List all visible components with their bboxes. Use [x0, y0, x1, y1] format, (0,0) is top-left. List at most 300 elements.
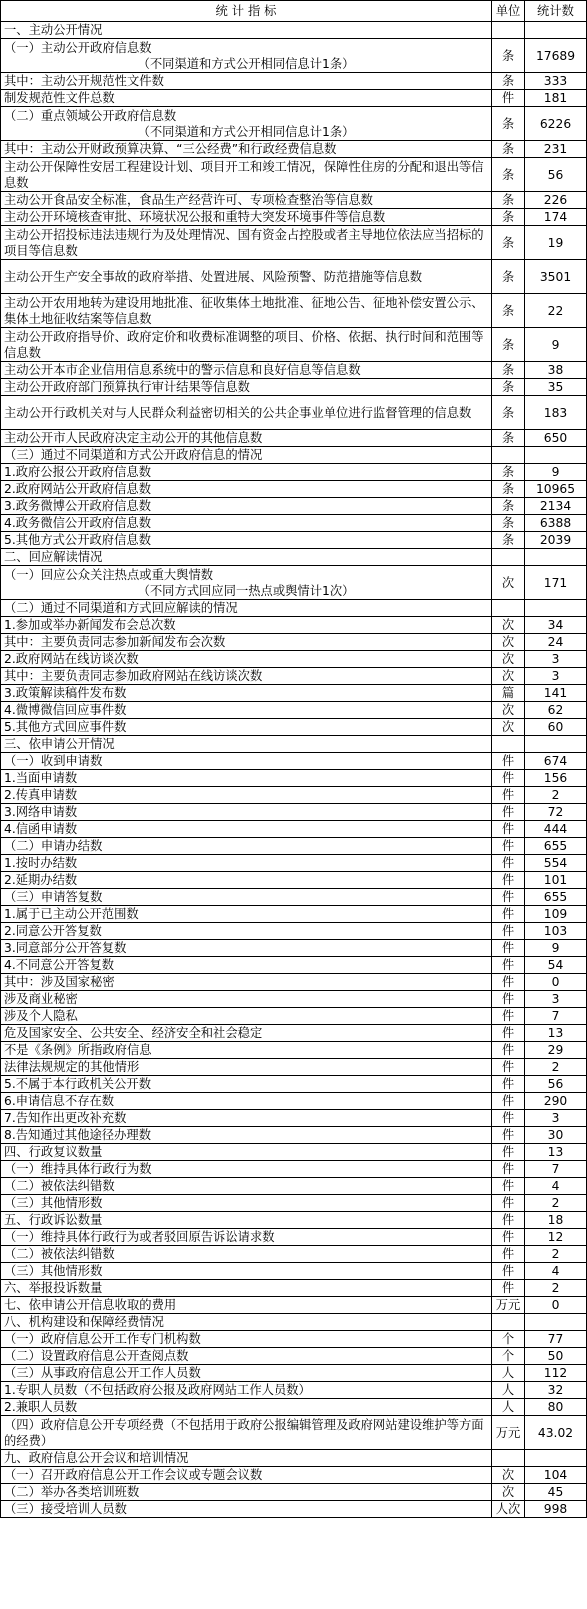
- table-row: [1, 787, 587, 804]
- indicator-label: （一）回应公众关注热点或重大舆情数: [4, 567, 214, 582]
- value-cell: 62: [525, 702, 587, 719]
- unit-cell: 件: [492, 1076, 525, 1093]
- indicator-cell: 4.信函申请数: [1, 821, 492, 838]
- unit-cell: 件: [492, 1263, 525, 1280]
- table-row: [1, 1093, 587, 1110]
- value-cell: [525, 736, 587, 753]
- table-row: [1, 821, 587, 838]
- indicator-cell: （三）其他情形数: [1, 1263, 492, 1280]
- unit-cell: 次: [492, 668, 525, 685]
- value-cell: 13: [525, 1025, 587, 1042]
- indicator-cell: 五、行政诉讼数量: [1, 1212, 492, 1229]
- table-row: [1, 294, 587, 328]
- unit-cell: 次: [492, 1467, 525, 1484]
- table-row: [1, 753, 587, 770]
- indicator-cell: 主动公开政府指导价、政府定价和收费标准调整的项目、价格、依据、执行时间和范围等信息数: [1, 328, 492, 362]
- indicator-cell: （二）设置政府信息公开查阅点数: [1, 1348, 492, 1365]
- indicator-cell: 4.微博微信回应事件数: [1, 702, 492, 719]
- table-row: [1, 1297, 587, 1314]
- indicator-cell: 主动公开保障性安居工程建设计划、项目开工和竣工情况，保障性住房的分配和退出等信息数: [1, 158, 492, 192]
- value-cell: 655: [525, 838, 587, 855]
- unit-cell: 件: [492, 889, 525, 906]
- unit-cell: 人: [492, 1399, 525, 1416]
- unit-cell: 件: [492, 770, 525, 787]
- table-row: [1, 90, 587, 107]
- value-cell: 444: [525, 821, 587, 838]
- value-cell: [525, 447, 587, 464]
- indicator-cell: 八、机构建设和保障经费情况: [1, 1314, 492, 1331]
- indicator-cell: （三）通过不同渠道和方式公开政府信息的情况: [1, 447, 492, 464]
- unit-cell: 件: [492, 1195, 525, 1212]
- value-cell: 112: [525, 1365, 587, 1382]
- indicator-cell: 2.同意公开答复数: [1, 923, 492, 940]
- table-row: [1, 260, 587, 294]
- indicator-cell: 3.网络申请数: [1, 804, 492, 821]
- table-row: [1, 1280, 587, 1297]
- value-cell: 103: [525, 923, 587, 940]
- indicator-cell: 4.政务微信公开政府信息数: [1, 515, 492, 532]
- table-row: [1, 719, 587, 736]
- value-cell: 655: [525, 889, 587, 906]
- table-body: [1, 22, 587, 1518]
- value-cell: 0: [525, 1297, 587, 1314]
- value-cell: 34: [525, 617, 587, 634]
- value-cell: 7: [525, 1008, 587, 1025]
- unit-cell: 条: [492, 464, 525, 481]
- table-row: [1, 957, 587, 974]
- value-cell: 7: [525, 1161, 587, 1178]
- table-row: [1, 430, 587, 447]
- unit-cell: 件: [492, 991, 525, 1008]
- table-row: [1, 328, 587, 362]
- table-row: [1, 1042, 587, 1059]
- unit-cell: [492, 600, 525, 617]
- table-row: [1, 1144, 587, 1161]
- table-row: [1, 362, 587, 379]
- unit-cell: 条: [492, 107, 525, 141]
- value-cell: 3: [525, 668, 587, 685]
- indicator-cell: 5.不属于本行政机关公开数: [1, 1076, 492, 1093]
- table-row: [1, 515, 587, 532]
- unit-cell: [492, 1314, 525, 1331]
- table-row: [1, 600, 587, 617]
- table-row: [1, 1450, 587, 1467]
- value-cell: 43.02: [525, 1416, 587, 1450]
- indicator-cell: 主动公开农用地转为建设用地批准、征收集体土地批准、征地公告、征地补偿安置公示、集体土地征收结案等信息数: [1, 294, 492, 328]
- table-row: [1, 1246, 587, 1263]
- table-row: [1, 209, 587, 226]
- table-row: [1, 940, 587, 957]
- indicator-cell: 其中：主要负责同志参加新闻发布会次数: [1, 634, 492, 651]
- table-row: [1, 702, 587, 719]
- unit-cell: 条: [492, 260, 525, 294]
- indicator-cell: 四、行政复议数量: [1, 1144, 492, 1161]
- header-indicator: 统 计 指 标: [1, 1, 492, 22]
- table-row: [1, 685, 587, 702]
- value-cell: 35: [525, 379, 587, 396]
- table-row: [1, 107, 587, 141]
- table-row: [1, 889, 587, 906]
- table-row: [1, 617, 587, 634]
- value-cell: 650: [525, 430, 587, 447]
- unit-cell: 条: [492, 481, 525, 498]
- unit-cell: 件: [492, 1178, 525, 1195]
- unit-cell: 条: [492, 515, 525, 532]
- unit-cell: 条: [492, 379, 525, 396]
- indicator-cell: 法律法规规定的其他情形: [1, 1059, 492, 1076]
- value-cell: 2: [525, 1059, 587, 1076]
- unit-cell: 件: [492, 1025, 525, 1042]
- indicator-cell: 7.告知作出更改补充数: [1, 1110, 492, 1127]
- value-cell: 29: [525, 1042, 587, 1059]
- unit-cell: 件: [492, 1229, 525, 1246]
- unit-cell: 件: [492, 1144, 525, 1161]
- unit-cell: 次: [492, 1484, 525, 1501]
- table-row: [1, 1365, 587, 1382]
- unit-cell: 条: [492, 362, 525, 379]
- unit-cell: 条: [492, 141, 525, 158]
- unit-cell: 条: [492, 430, 525, 447]
- table-row: [1, 634, 587, 651]
- value-cell: 3: [525, 991, 587, 1008]
- unit-cell: 件: [492, 1059, 525, 1076]
- value-cell: 45: [525, 1484, 587, 1501]
- unit-cell: 件: [492, 804, 525, 821]
- table-row: [1, 566, 587, 600]
- indicator-cell: 3.政务微博公开政府信息数: [1, 498, 492, 515]
- table-row: [1, 906, 587, 923]
- value-cell: 54: [525, 957, 587, 974]
- value-cell: 77: [525, 1331, 587, 1348]
- indicator-cell: 1.当面申请数: [1, 770, 492, 787]
- unit-cell: 件: [492, 1008, 525, 1025]
- unit-cell: 条: [492, 158, 525, 192]
- table-row: [1, 1025, 587, 1042]
- unit-cell: 件: [492, 957, 525, 974]
- value-cell: 171: [525, 566, 587, 600]
- table-row: [1, 192, 587, 209]
- indicator-cell: 涉及个人隐私: [1, 1008, 492, 1025]
- table-row: [1, 1008, 587, 1025]
- indicator-cell: 1.按时办结数: [1, 855, 492, 872]
- header-unit: 单位: [492, 1, 525, 22]
- indicator-cell: 制发规范性文件总数: [1, 90, 492, 107]
- value-cell: [525, 549, 587, 566]
- value-cell: 72: [525, 804, 587, 821]
- table-row: [1, 1382, 587, 1399]
- indicator-cell: 3.同意部分公开答复数: [1, 940, 492, 957]
- unit-cell: 件: [492, 1093, 525, 1110]
- table-row: [1, 1501, 587, 1518]
- unit-cell: 件: [492, 90, 525, 107]
- value-cell: 80: [525, 1399, 587, 1416]
- table-row: [1, 651, 587, 668]
- table-row: [1, 1263, 587, 1280]
- indicator-cell: 8.告知通过其他途径办理数: [1, 1127, 492, 1144]
- indicator-cell: 七、依申请公开信息收取的费用: [1, 1297, 492, 1314]
- table-row: [1, 1348, 587, 1365]
- indicator-cell: 不是《条例》所指政府信息: [1, 1042, 492, 1059]
- unit-cell: 次: [492, 651, 525, 668]
- value-cell: 56: [525, 158, 587, 192]
- unit-cell: 次: [492, 702, 525, 719]
- table-row: [1, 838, 587, 855]
- table-row: [1, 549, 587, 566]
- value-cell: 101: [525, 872, 587, 889]
- value-cell: [525, 22, 587, 39]
- indicator-cell: 主动公开环境核查审批、环境状况公报和重特大突发环境事件等信息数: [1, 209, 492, 226]
- indicator-cell: 危及国家安全、公共安全、经济安全和社会稳定: [1, 1025, 492, 1042]
- value-cell: 9: [525, 940, 587, 957]
- table-row: [1, 1484, 587, 1501]
- indicator-note: （不同渠道和方式公开相同信息计1条）: [137, 56, 355, 71]
- value-cell: 0: [525, 974, 587, 991]
- unit-cell: 件: [492, 1110, 525, 1127]
- indicator-cell: 主动公开食品安全标准，食品生产经营许可、专项检查整治等信息数: [1, 192, 492, 209]
- indicator-cell: （三）接受培训人员数: [1, 1501, 492, 1518]
- table-row: [1, 226, 587, 260]
- value-cell: 30: [525, 1127, 587, 1144]
- table-row: [1, 1127, 587, 1144]
- value-cell: 3: [525, 1110, 587, 1127]
- value-cell: 998: [525, 1501, 587, 1518]
- indicator-cell: [1, 566, 492, 600]
- table-row: [1, 1399, 587, 1416]
- unit-cell: 件: [492, 1246, 525, 1263]
- unit-cell: 条: [492, 498, 525, 515]
- table-row: [1, 770, 587, 787]
- indicator-cell: 2.传真申请数: [1, 787, 492, 804]
- indicator-cell: 5.其他方式回应事件数: [1, 719, 492, 736]
- indicator-cell: 涉及商业秘密: [1, 991, 492, 1008]
- value-cell: 60: [525, 719, 587, 736]
- unit-cell: 人: [492, 1382, 525, 1399]
- table-row: [1, 39, 587, 73]
- indicator-cell: （三）申请答复数: [1, 889, 492, 906]
- unit-cell: 件: [492, 1042, 525, 1059]
- indicator-cell: 主动公开招投标违法违规行为及处理情况、国有资金占控股或者主导地位依法应当招标的项目等信息数: [1, 226, 492, 260]
- table-row: [1, 1178, 587, 1195]
- unit-cell: 件: [492, 906, 525, 923]
- indicator-cell: （一）政府信息公开工作专门机构数: [1, 1331, 492, 1348]
- indicator-cell: （四）政府信息公开专项经费（不包括用于政府公报编辑管理及政府网站建设维护等方面的经费）: [1, 1416, 492, 1450]
- unit-cell: [492, 736, 525, 753]
- value-cell: 104: [525, 1467, 587, 1484]
- unit-cell: [492, 1450, 525, 1467]
- table-row: [1, 1076, 587, 1093]
- value-cell: 6226: [525, 107, 587, 141]
- indicator-cell: 其中：主要负责同志参加政府网站在线访谈次数: [1, 668, 492, 685]
- unit-cell: [492, 549, 525, 566]
- value-cell: 2: [525, 787, 587, 804]
- value-cell: 19: [525, 226, 587, 260]
- unit-cell: 条: [492, 39, 525, 73]
- unit-cell: 件: [492, 872, 525, 889]
- unit-cell: 件: [492, 753, 525, 770]
- indicator-cell: 主动公开行政机关对与人民群众利益密切相关的公共企事业单位进行监督管理的信息数: [1, 396, 492, 430]
- indicator-cell: [1, 107, 492, 141]
- indicator-cell: 5.其他方式公开政府信息数: [1, 532, 492, 549]
- unit-cell: 万元: [492, 1416, 525, 1450]
- indicator-cell: [1, 39, 492, 73]
- table-row: [1, 1416, 587, 1450]
- table-row: [1, 1212, 587, 1229]
- header-value: 统计数: [525, 1, 587, 22]
- unit-cell: 条: [492, 328, 525, 362]
- value-cell: 2134: [525, 498, 587, 515]
- unit-cell: 件: [492, 1212, 525, 1229]
- value-cell: 226: [525, 192, 587, 209]
- value-cell: 32: [525, 1382, 587, 1399]
- indicator-cell: 6.申请信息不存在数: [1, 1093, 492, 1110]
- indicator-cell: （一）收到申请数: [1, 753, 492, 770]
- value-cell: 18: [525, 1212, 587, 1229]
- table-row: [1, 1195, 587, 1212]
- unit-cell: 件: [492, 940, 525, 957]
- unit-cell: 条: [492, 396, 525, 430]
- indicator-cell: 其中：主动公开财政预算决算、“三公经费”和行政经费信息数: [1, 141, 492, 158]
- value-cell: 333: [525, 73, 587, 90]
- table-row: [1, 447, 587, 464]
- value-cell: 156: [525, 770, 587, 787]
- indicator-cell: 二、回应解读情况: [1, 549, 492, 566]
- value-cell: 554: [525, 855, 587, 872]
- table-row: [1, 396, 587, 430]
- unit-cell: 次: [492, 617, 525, 634]
- value-cell: 2: [525, 1246, 587, 1263]
- unit-cell: 次: [492, 566, 525, 600]
- value-cell: 141: [525, 685, 587, 702]
- value-cell: 22: [525, 294, 587, 328]
- unit-cell: 条: [492, 192, 525, 209]
- value-cell: 3501: [525, 260, 587, 294]
- value-cell: 38: [525, 362, 587, 379]
- indicator-cell: 主动公开本市企业信用信息系统中的警示信息和良好信息等信息数: [1, 362, 492, 379]
- unit-cell: 条: [492, 226, 525, 260]
- table-row: [1, 1331, 587, 1348]
- unit-cell: 条: [492, 209, 525, 226]
- value-cell: [525, 600, 587, 617]
- indicator-cell: 一、主动公开情况: [1, 22, 492, 39]
- value-cell: 17689: [525, 39, 587, 73]
- indicator-cell: （一）维持具体行政行为或者驳回原告诉讼请求数: [1, 1229, 492, 1246]
- table-row: [1, 1110, 587, 1127]
- table-row: [1, 991, 587, 1008]
- indicator-cell: （一）召开政府信息公开工作会议或专题会议数: [1, 1467, 492, 1484]
- table-row: [1, 804, 587, 821]
- table-row: [1, 855, 587, 872]
- unit-cell: 次: [492, 719, 525, 736]
- indicator-cell: 2.政府网站公开政府信息数: [1, 481, 492, 498]
- unit-cell: 篇: [492, 685, 525, 702]
- indicator-cell: 2.延期办结数: [1, 872, 492, 889]
- value-cell: 290: [525, 1093, 587, 1110]
- indicator-cell: （二）申请办结数: [1, 838, 492, 855]
- unit-cell: 个: [492, 1348, 525, 1365]
- value-cell: 4: [525, 1263, 587, 1280]
- indicator-cell: （二）被依法纠错数: [1, 1178, 492, 1195]
- value-cell: 13: [525, 1144, 587, 1161]
- value-cell: 3: [525, 651, 587, 668]
- indicator-note: （不同渠道和方式公开相同信息计1条）: [137, 124, 355, 139]
- indicator-cell: 1.专职人员数（不包括政府公报及政府网站工作人员数）: [1, 1382, 492, 1399]
- unit-cell: 件: [492, 923, 525, 940]
- unit-cell: 件: [492, 1127, 525, 1144]
- table-row: [1, 22, 587, 39]
- indicator-cell: 九、政府信息公开会议和培训情况: [1, 1450, 492, 1467]
- value-cell: 674: [525, 753, 587, 770]
- indicator-cell: 1.政府公报公开政府信息数: [1, 464, 492, 481]
- value-cell: 2: [525, 1280, 587, 1297]
- unit-cell: 人次: [492, 1501, 525, 1518]
- unit-cell: 条: [492, 294, 525, 328]
- value-cell: 2: [525, 1195, 587, 1212]
- indicator-label: （二）重点领域公开政府信息数: [4, 108, 177, 123]
- value-cell: 174: [525, 209, 587, 226]
- table-row: [1, 73, 587, 90]
- value-cell: 181: [525, 90, 587, 107]
- indicator-cell: （二）被依法纠错数: [1, 1246, 492, 1263]
- indicator-cell: 其中：主动公开规范性文件数: [1, 73, 492, 90]
- unit-cell: 条: [492, 73, 525, 90]
- table-row: [1, 464, 587, 481]
- value-cell: 231: [525, 141, 587, 158]
- unit-cell: 件: [492, 855, 525, 872]
- indicator-cell: 主动公开市人民政府决定主动公开的其他信息数: [1, 430, 492, 447]
- unit-cell: [492, 22, 525, 39]
- table-row: [1, 1467, 587, 1484]
- indicator-cell: （三）从事政府信息公开工作人员数: [1, 1365, 492, 1382]
- value-cell: 9: [525, 328, 587, 362]
- unit-cell: 万元: [492, 1297, 525, 1314]
- table-row: [1, 1314, 587, 1331]
- table-row: [1, 736, 587, 753]
- unit-cell: 次: [492, 634, 525, 651]
- table-row: [1, 481, 587, 498]
- table-row: [1, 532, 587, 549]
- table-row: [1, 141, 587, 158]
- value-cell: 56: [525, 1076, 587, 1093]
- indicator-cell: 1.参加或举办新闻发布会总次数: [1, 617, 492, 634]
- unit-cell: 个: [492, 1331, 525, 1348]
- value-cell: 10965: [525, 481, 587, 498]
- value-cell: 6388: [525, 515, 587, 532]
- indicator-cell: 1.属于已主动公开范围数: [1, 906, 492, 923]
- unit-cell: 件: [492, 787, 525, 804]
- indicator-cell: 4.不同意公开答复数: [1, 957, 492, 974]
- value-cell: 12: [525, 1229, 587, 1246]
- table-row: [1, 1229, 587, 1246]
- value-cell: 50: [525, 1348, 587, 1365]
- table-row: [1, 498, 587, 515]
- unit-cell: 件: [492, 974, 525, 991]
- value-cell: 183: [525, 396, 587, 430]
- indicator-cell: 六、举报投诉数量: [1, 1280, 492, 1297]
- indicator-cell: 三、依申请公开情况: [1, 736, 492, 753]
- table-row: [1, 379, 587, 396]
- table-row: [1, 1161, 587, 1178]
- value-cell: [525, 1450, 587, 1467]
- value-cell: 24: [525, 634, 587, 651]
- indicator-cell: 2.政府网站在线访谈次数: [1, 651, 492, 668]
- table-row: [1, 923, 587, 940]
- unit-cell: 人: [492, 1365, 525, 1382]
- value-cell: 9: [525, 464, 587, 481]
- indicator-note: （不同方式回应同一热点或舆情计1次）: [137, 583, 355, 598]
- value-cell: 109: [525, 906, 587, 923]
- table-row: [1, 668, 587, 685]
- indicator-label: （一）主动公开政府信息数: [4, 40, 152, 55]
